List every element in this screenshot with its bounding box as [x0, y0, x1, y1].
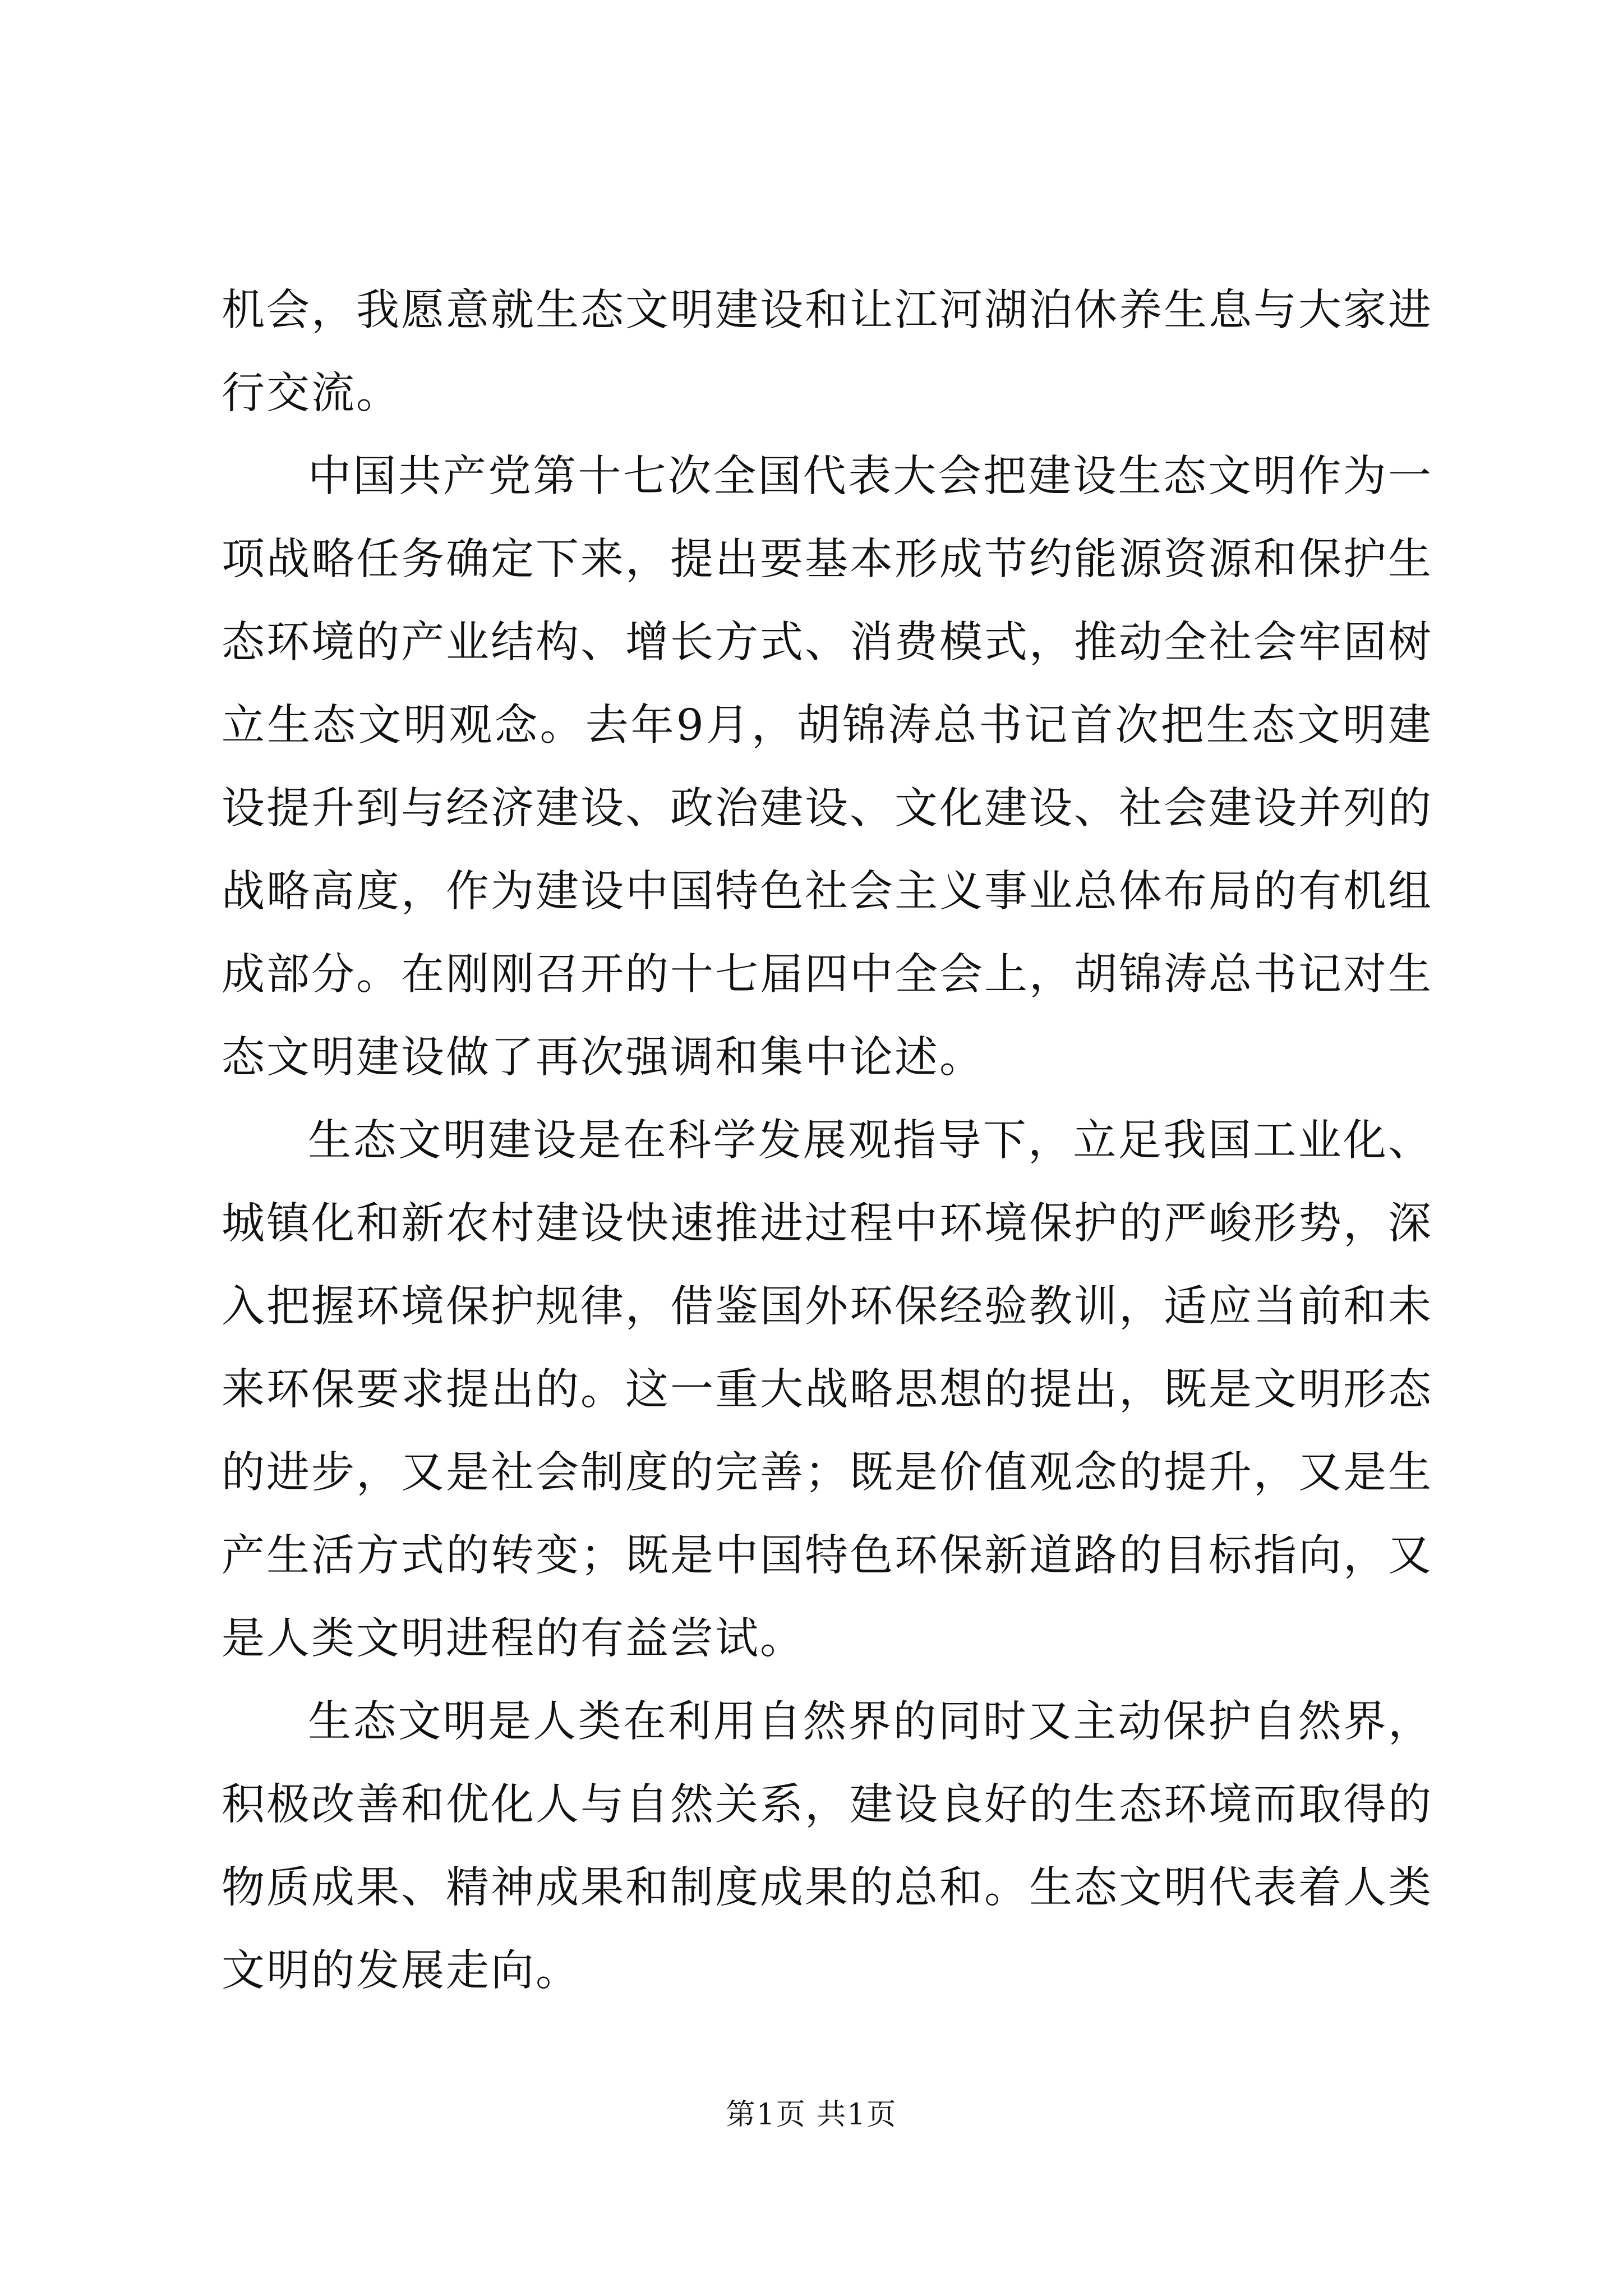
paragraph-3: 生态文明建设是在科学发展观指导下，立足我国工业化、城镇化和新农村建设快速推进过程中环境保护的严峻形势，深入把握环境保护规律，借鉴国外环保经验教训，适应当前和未来环保要求提出的。这一重大战略思想的提出，既是文明形态的进步，又是社会制度的完善；既是价值观念的提升，又是生产生活方式的转变；既是中国特色环保新道路的目标指向，又是人类文明进程的有益尝试。	[222, 1116, 1433, 1664]
paragraph-1: 机会，我愿意就生态文明建设和让江河湖泊休养生息与大家进行交流。	[222, 286, 1433, 418]
paragraph-2: 中国共产党第十七次全国代表大会把建设生态文明作为一项战略任务确定下来，提出要基本形成节约能源资源和保护生态环境的产业结构、增长方式、消费模式，推动全社会牢固树立生态文明观念。去年9月，胡锦涛总书记首次把生态文明建设提升到与经济建设、政治建设、文化建设、社会建设并列的战略高度，作为建设中国特色社会主义事业总体布局的有机组成部分。在刚刚召开的十七届四中全会上，胡锦涛总书记对生态文明建设做了再次强调和集中论述。	[222, 452, 1433, 1083]
paragraph-4: 生态文明是人类在利用自然界的同时又主动保护自然界，积极改善和优化人与自然关系，建设良好的生态环境而取得的物质成果、精神成果和制度成果的总和。生态文明代表着人类文明的发展走向。	[222, 1697, 1433, 1996]
page-number-footer: 第1页 共1页	[726, 2098, 897, 2132]
document-body	[222, 269, 1433, 2013]
